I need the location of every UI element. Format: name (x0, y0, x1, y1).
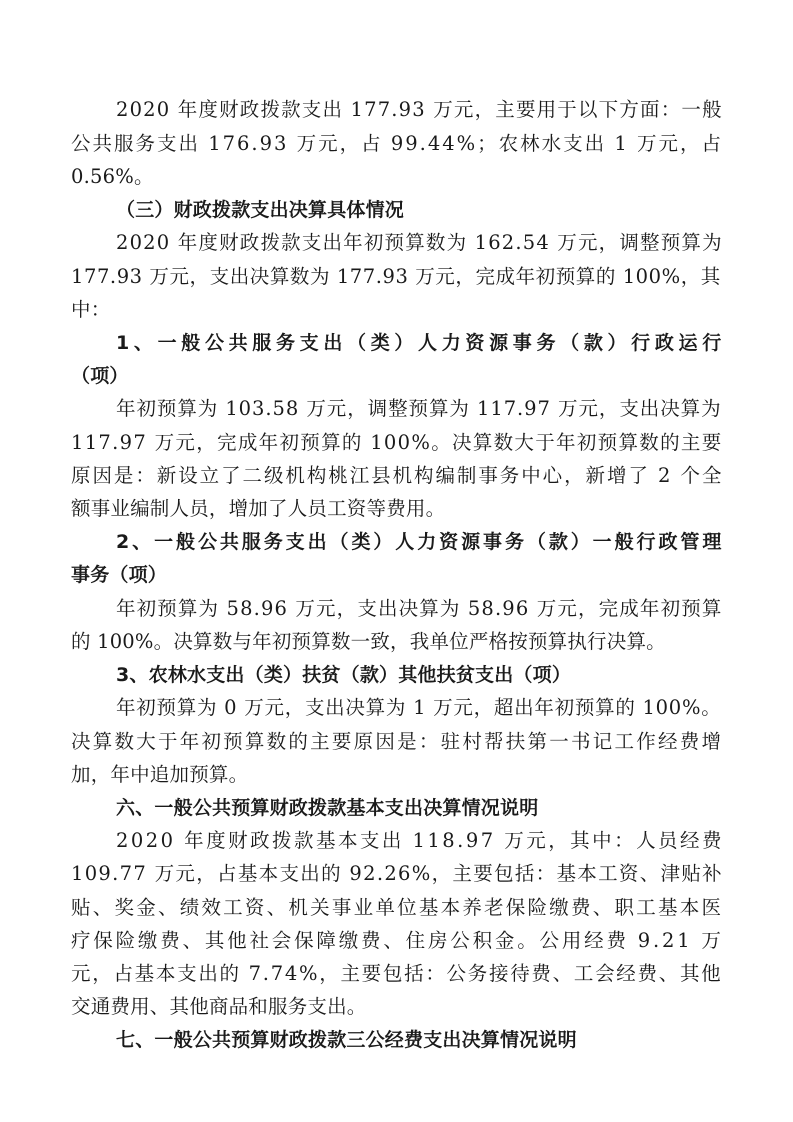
para-line-17: 的 100%。决算数与年初预算数一致，我单位严格按预算执行决算。 (71, 630, 666, 653)
para-line-21: 加，年中追加预算。 (71, 763, 249, 786)
para-line-11: 117.97 万元，完成年初预算的 100%。决算数大于年初预算数的主要 (71, 431, 723, 454)
para-line-26: 疗保险缴费、其他社会保障缴费、住房公积金。公用经费 9.21 万 (71, 929, 724, 952)
section-heading-6: 六、一般公共预算财政拨款基本支出决算情况说明 (116, 797, 539, 819)
para-line-1: 2020 年度财政拨款支出 177.93 万元，主要用于以下方面：一般 (116, 98, 723, 121)
item-heading-1: 1、一般公共服务支出（类）人力资源事务（款）行政运行 (116, 332, 726, 354)
para-line-3: 0.56%。 (71, 165, 154, 188)
para-line-13: 额事业编制人员，增加了人员工资等费用。 (71, 497, 446, 520)
para-line-2: 公共服务支出 176.93 万元，占 99.44%；农林水支出 1 万元，占 (71, 132, 723, 155)
item-heading-2-cont: 事务（项） (71, 564, 168, 586)
para-line-28: 交通费用、其他商品和服务支出。 (71, 995, 367, 1018)
section-heading-3: （三）财政拨款支出决算具体情况 (116, 199, 405, 221)
para-line-5: 2020 年度财政拨款支出年初预算数为 162.54 万元，调整预算为 (116, 231, 723, 254)
para-line-7: 中： (71, 298, 111, 321)
para-line-27: 元，占基本支出的 7.74%，主要包括：公务接待费、工会经费、其他 (71, 962, 723, 985)
para-line-23: 2020 年度财政拨款基本支出 118.97 万元，其中：人员经费 (116, 829, 724, 852)
section-heading-7: 七、一般公共预算财政拨款三公经费支出决算情况说明 (116, 1029, 577, 1051)
para-line-20: 决算数大于年初预算数的主要原因是：驻村帮扶第一书记工作经费增 (71, 730, 724, 753)
para-line-10: 年初预算为 103.58 万元，调整预算为 117.97 万元，支出决算为 (116, 397, 722, 420)
item-heading-1-cont: （项） (71, 365, 129, 387)
para-line-19: 年初预算为 0 万元，支出决算为 1 万元，超出年初预算的 100%。 (116, 696, 722, 719)
para-line-16: 年初预算为 58.96 万元，支出决算为 58.96 万元，完成年初预算 (116, 597, 723, 620)
para-line-24: 109.77 万元，占基本支出的 92.26%，主要包括：基本工资、津贴补 (71, 862, 723, 885)
para-line-25: 贴、奖金、绩效工资、机关事业单位基本养老保险缴费、职工基本医 (71, 896, 724, 919)
item-heading-3: 3、农林水支出（类）扶贫（款）其他扶贫支出（项） (116, 664, 572, 686)
para-line-12: 原因是：新设立了二级机构桃江县机构编制事务中心，新增了 2 个全 (71, 464, 724, 487)
item-heading-2: 2、一般公共服务支出（类）人力资源事务（款）一般行政管理 (116, 531, 725, 553)
para-line-6: 177.93 万元，支出决算数为 177.93 万元，完成年初预算的 100%，其 (71, 265, 721, 288)
